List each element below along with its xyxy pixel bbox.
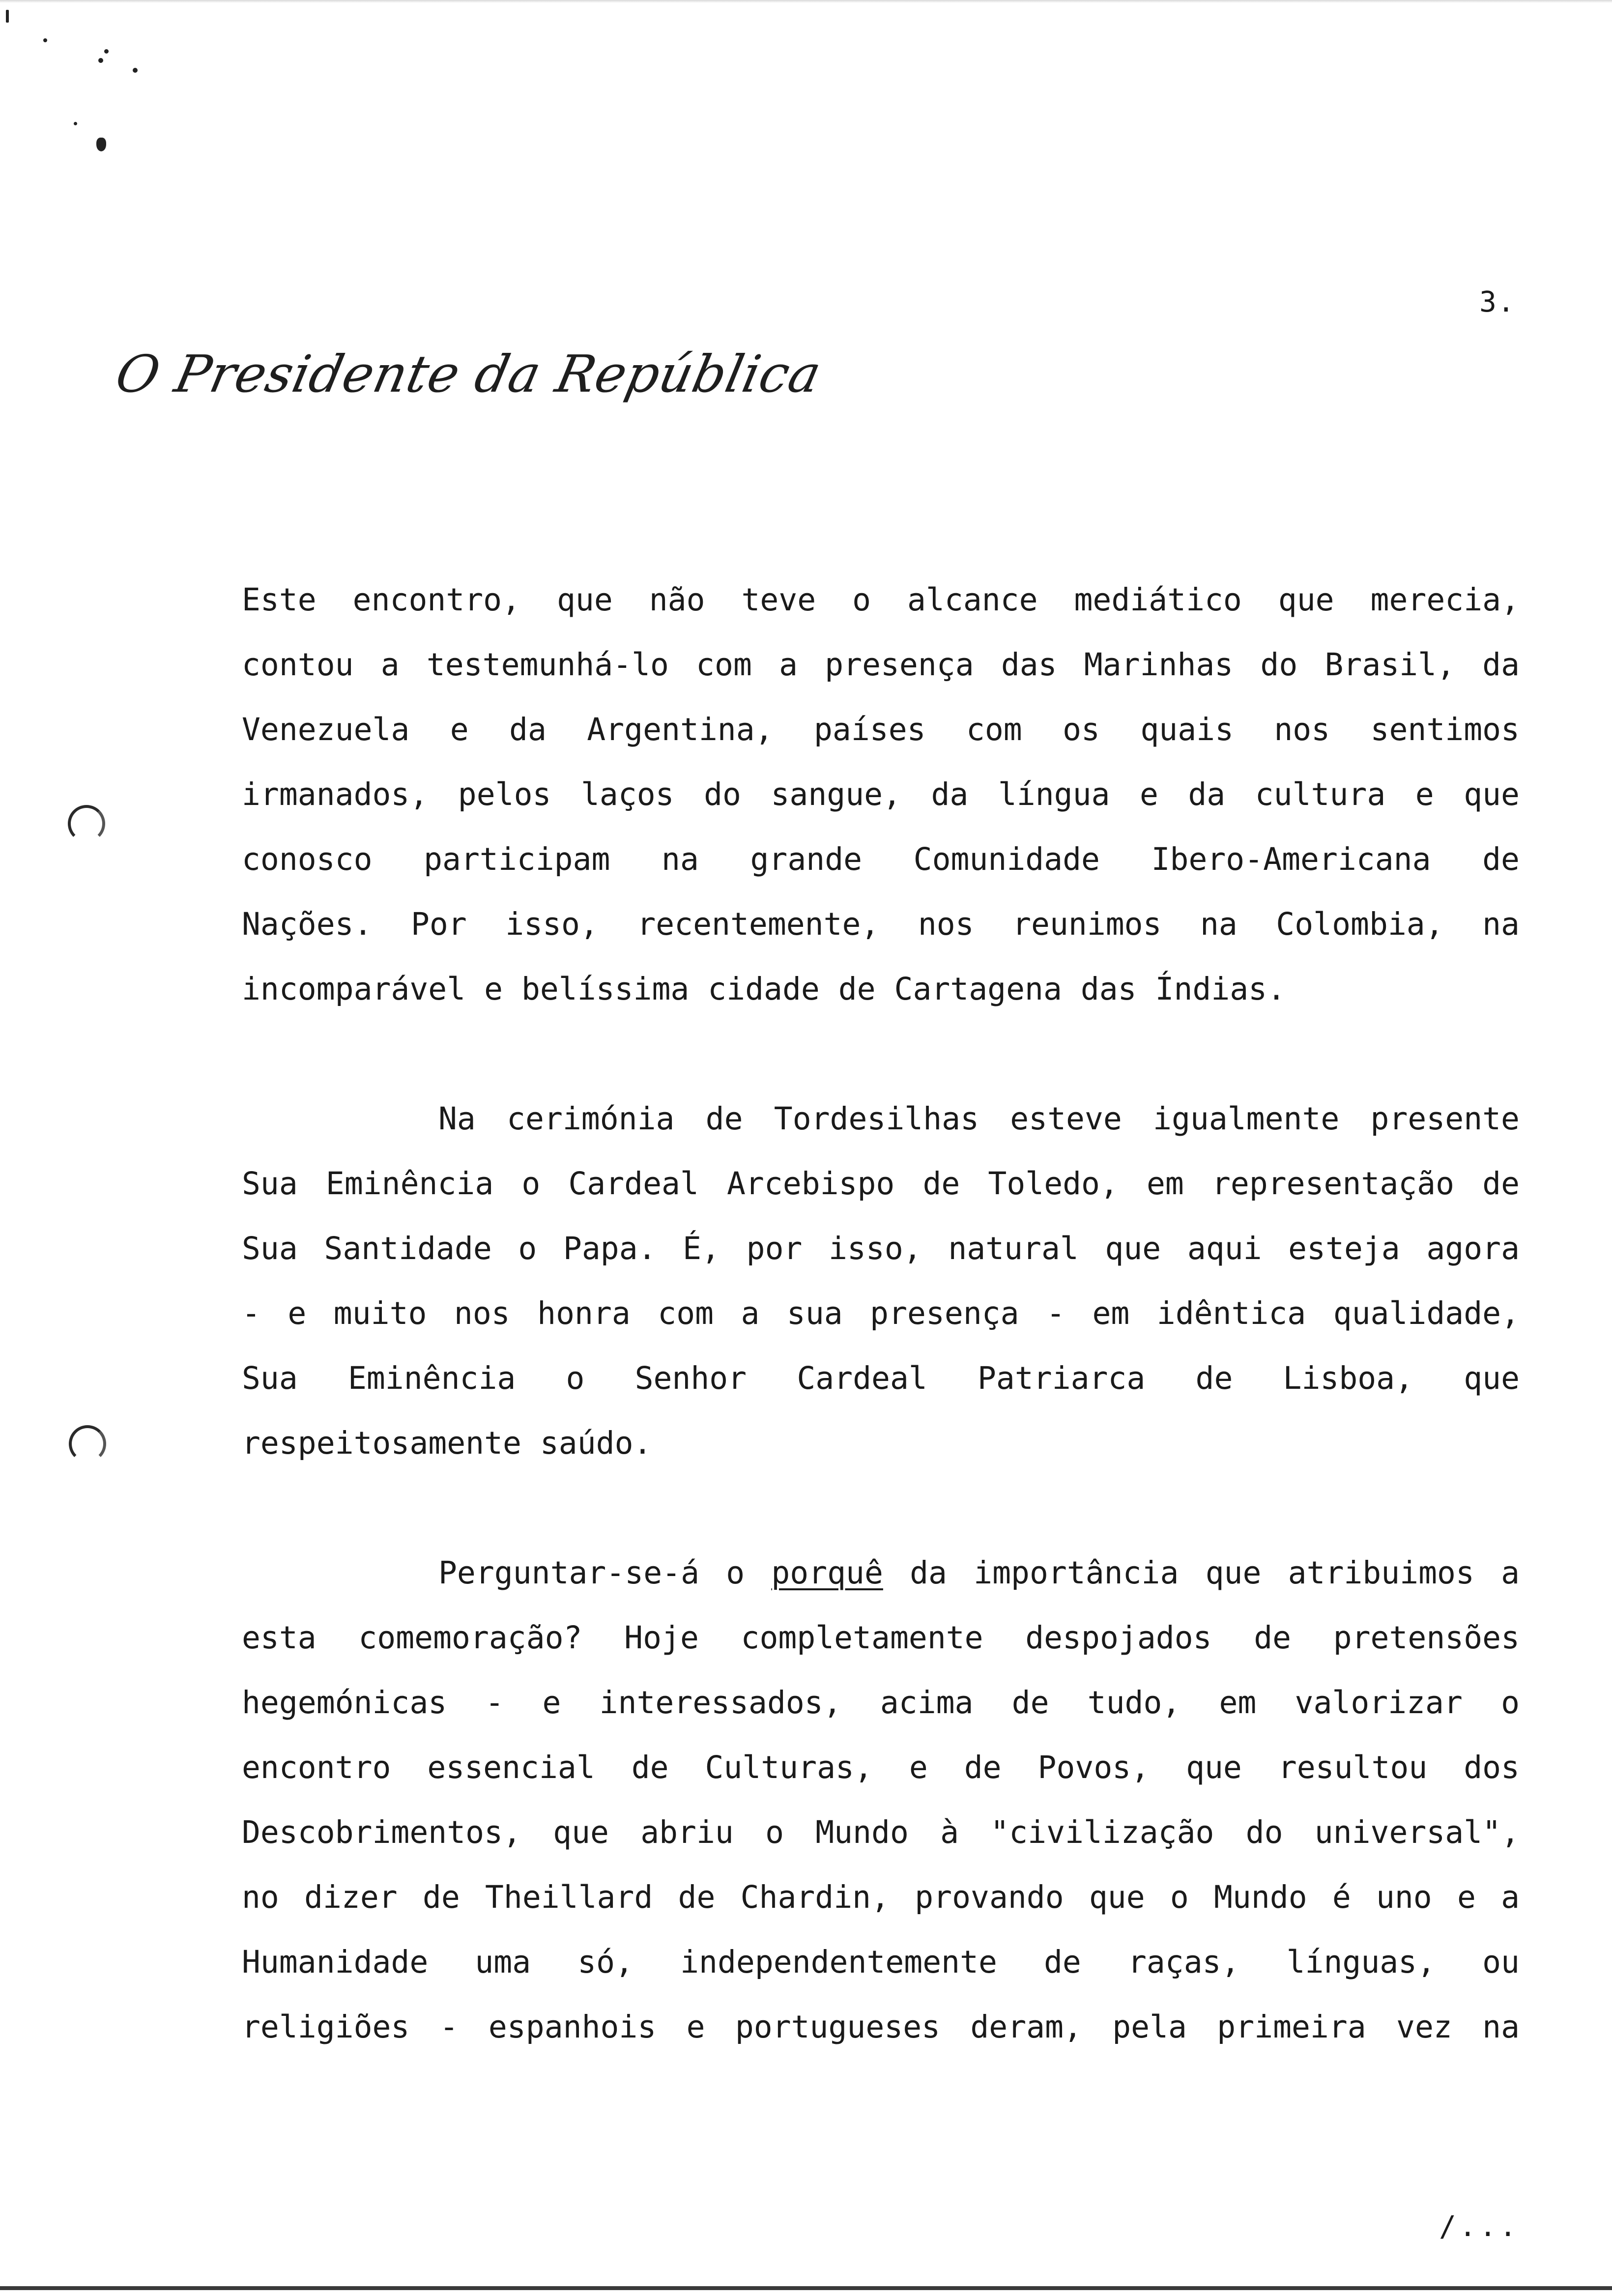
letterhead: O Presidente da República: [111, 344, 827, 404]
text-line: irmanados, pelos laços do sangue, da língua e da cultura e que: [242, 776, 1520, 812]
text-line: Sua Santidade o Papa. É, por isso, natural que aqui esteja agora: [242, 1231, 1520, 1266]
scan-speck: [98, 58, 103, 63]
text-line: Descobrimentos, que abriu o Mundo à "civilização do universal",: [242, 1814, 1520, 1850]
text-line: Venezuela e da Argentina, países com os quais nos sentimos: [242, 712, 1520, 747]
underlined-word: porquê: [771, 1555, 883, 1591]
scan-speck: [104, 49, 109, 54]
text-line-content: Perguntar-se-á o: [438, 1555, 772, 1591]
paragraph-1: [242, 568, 1520, 1022]
text-line: contou a testemunhá-lo com a presença das Marinhas do Brasil, da: [242, 647, 1520, 683]
scan-top-edge: [0, 0, 1612, 3]
text-line: Sua Eminência o Cardeal Arcebispo de Toledo, em representação de: [242, 1166, 1520, 1202]
continuation-mark: /...: [1439, 2210, 1520, 2243]
scan-speck: [6, 10, 9, 23]
text-line: Sua Eminência o Senhor Cardeal Patriarca de Lisboa, que: [242, 1360, 1520, 1396]
scan-speck: [96, 138, 106, 151]
punch-hole-mark: [68, 805, 105, 842]
text-line: encontro essencial de Culturas, e de Povos, que resultou dos: [242, 1750, 1520, 1785]
letter-body: [242, 568, 1520, 2060]
scan-speck: [133, 68, 138, 73]
paragraph-3: [242, 1541, 1520, 2060]
text-line: religiões - espanhois e portugueses deram, pela primeira vez na: [242, 2009, 1520, 2045]
scan-speck: [74, 122, 77, 125]
text-line-content: da importância que atribuimos a: [883, 1555, 1520, 1591]
text-line: hegemónicas - e interessados, acima de tudo, em valorizar o: [242, 1685, 1520, 1721]
text-line: conosco participam na grande Comunidade Ibero-Americana de: [242, 841, 1520, 877]
text-line: [242, 1541, 1520, 1606]
text-line: Este encontro, que não teve o alcance mediático que merecia,: [242, 582, 1520, 618]
text-line: - e muito nos honra com a sua presença - em idêntica qualidade,: [242, 1295, 1520, 1331]
paragraph-2: [242, 1087, 1520, 1476]
text-line: no dizer de Theillard de Chardin, provando que o Mundo é uno e a: [242, 1879, 1520, 1915]
text-line: Humanidade uma só, independentemente de raças, línguas, ou: [242, 1944, 1520, 1980]
text-line: incomparável e belíssima cidade de Cartagena das Índias.: [242, 971, 1286, 1007]
punch-hole-mark: [69, 1425, 106, 1463]
page-number: 3.: [1479, 285, 1516, 318]
text-line-content: Na cerimónia de Tordesilhas esteve igualmente presente: [438, 1101, 1520, 1137]
text-line: respeitosamente saúdo.: [242, 1425, 652, 1461]
text-line: Nações. Por isso, recentemente, nos reunimos na Colombia, na: [242, 906, 1520, 942]
scan-bottom-edge: [0, 2286, 1612, 2290]
scan-speck: [43, 38, 47, 42]
text-line: [242, 1087, 1520, 1151]
text-line: esta comemoração? Hoje completamente despojados de pretensões: [242, 1620, 1520, 1656]
